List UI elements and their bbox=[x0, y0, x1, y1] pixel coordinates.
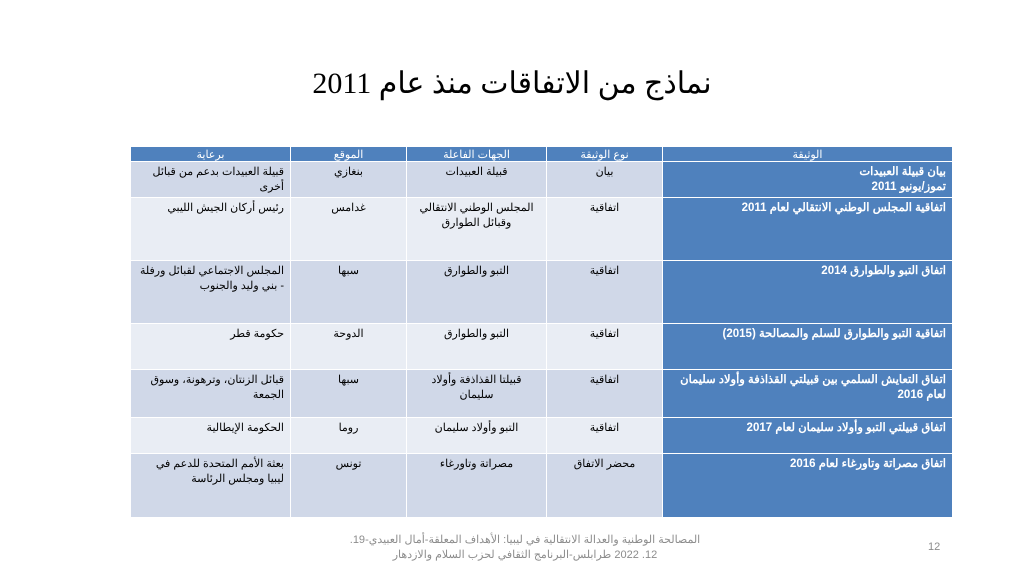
cell-actors: مصراتة وتاورغاء bbox=[407, 454, 547, 518]
table-row bbox=[131, 454, 953, 518]
cell-sponsor: حكومة قطر bbox=[131, 324, 291, 370]
cell-actors: التبو والطوارق bbox=[407, 324, 547, 370]
table-row bbox=[131, 418, 953, 454]
cell-actors: المجلس الوطني الانتقالي وقبائل الطوارق bbox=[407, 198, 547, 261]
cell-actors: التبو والطوارق bbox=[407, 261, 547, 324]
cell-document: اتفاقية المجلس الوطني الانتقالي لعام 2011 bbox=[663, 198, 953, 261]
cell-document: اتفاق قبيلتي التبو وأولاد سليمان لعام 2017 bbox=[663, 418, 953, 454]
page-number: 12 bbox=[928, 541, 941, 553]
header-type: نوع الوثيقة bbox=[547, 147, 663, 162]
cell-sponsor: المجلس الاجتماعي لقبائل ورفلة - بني وليد والجنوب bbox=[131, 261, 291, 324]
cell-actors: قبيلتا القذاذفة وأولاد سليمان bbox=[407, 370, 547, 418]
cell-document: اتفاق التعايش السلمي بين قبيلتي القذاذفة وأولاد سليمان لعام 2016 bbox=[663, 370, 953, 418]
cell-document: بيان قبيلة العبيدات تموز/يونيو 2011 bbox=[663, 162, 953, 198]
cell-location: غدامس bbox=[291, 198, 407, 261]
cell-location: سبها bbox=[291, 370, 407, 418]
cell-location: روما bbox=[291, 418, 407, 454]
cell-actors: قبيلة العبيدات bbox=[407, 162, 547, 198]
cell-type: اتفاقية bbox=[547, 324, 663, 370]
cell-document: اتفاقية التبو والطوارق للسلم والمصالحة (2015) bbox=[663, 324, 953, 370]
footer-line-2: 12. 2022 طرابلس-البرنامج الثقافي لحزب السلام والازدهار bbox=[392, 549, 658, 561]
table-row bbox=[131, 370, 953, 418]
cell-sponsor: قبائل الزنتان، وترهونة، وسوق الجمعة bbox=[131, 370, 291, 418]
cell-sponsor: رئيس أركان الجيش الليبي bbox=[131, 198, 291, 261]
cell-location: الدوحة bbox=[291, 324, 407, 370]
cell-document: اتفاق مصراتة وتاورغاء لعام 2016 bbox=[663, 454, 953, 518]
cell-location: سبها bbox=[291, 261, 407, 324]
cell-location: بنغازي bbox=[291, 162, 407, 198]
slide-footer bbox=[330, 533, 720, 563]
table-row bbox=[131, 261, 953, 324]
table-row bbox=[131, 324, 953, 370]
table-header-row bbox=[131, 147, 953, 162]
table-row bbox=[131, 162, 953, 198]
cell-sponsor: قبيلة العبيدات بدعم من قبائل أخرى bbox=[131, 162, 291, 198]
agreements-table bbox=[130, 146, 953, 518]
header-sponsor: برعاية bbox=[131, 147, 291, 162]
header-document: الوثيقة bbox=[663, 147, 953, 162]
cell-type: بيان bbox=[547, 162, 663, 198]
cell-actors: التبو وأولاد سليمان bbox=[407, 418, 547, 454]
cell-location: تونس bbox=[291, 454, 407, 518]
cell-type: محضر الاتفاق bbox=[547, 454, 663, 518]
slide-title: نماذج من الاتفاقات منذ عام 2011 bbox=[312, 67, 712, 100]
cell-document: اتفاق التبو والطوارق 2014 bbox=[663, 261, 953, 324]
cell-sponsor: الحكومة الإيطالية bbox=[131, 418, 291, 454]
cell-type: اتفاقية bbox=[547, 370, 663, 418]
cell-type: اتفاقية bbox=[547, 418, 663, 454]
table-row bbox=[131, 198, 953, 261]
header-actors: الجهات الفاعلة bbox=[407, 147, 547, 162]
cell-type: اتفاقية bbox=[547, 261, 663, 324]
header-location: الموقع bbox=[291, 147, 407, 162]
footer-line-1: المصالحة الوطنية والعدالة الانتقالية في ليبيا: الأهداف المعلقة-أمال العبيدي-19. bbox=[349, 534, 701, 546]
cell-type: اتفاقية bbox=[547, 198, 663, 261]
cell-sponsor: بعثة الأمم المتحدة للدعم في ليبيا ومجلس الرئاسة bbox=[131, 454, 291, 518]
